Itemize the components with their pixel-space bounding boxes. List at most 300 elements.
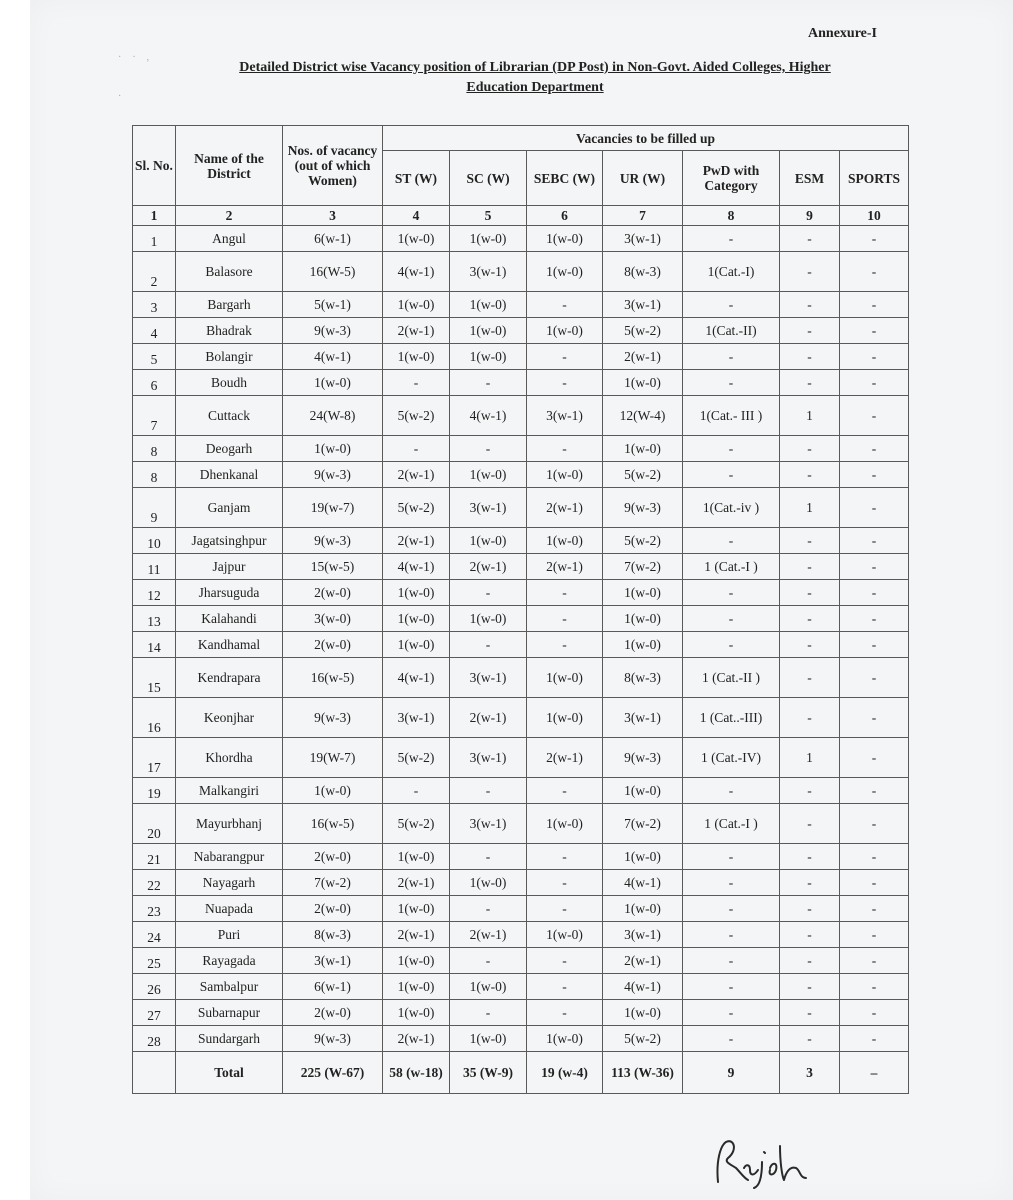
- cell-sl-no: 2: [133, 252, 176, 292]
- cell-ur: 1(w-0): [603, 1000, 683, 1026]
- cell-esm: -: [780, 698, 840, 738]
- cell-sc: 2(w-1): [450, 554, 527, 580]
- cell-pwd: 1 (Cat..-III): [683, 698, 780, 738]
- cell-vacancy: 24(W-8): [283, 396, 383, 436]
- cell-sebc: 3(w-1): [527, 396, 603, 436]
- cell-st: 2(w-1): [383, 528, 450, 554]
- cell-sc: 3(w-1): [450, 658, 527, 698]
- cell-vacancy: 9(w-3): [283, 698, 383, 738]
- cell-sebc: -: [527, 436, 603, 462]
- cell-sc: 2(w-1): [450, 922, 527, 948]
- cell-sl-no: 4: [133, 318, 176, 344]
- cell-district: Keonjhar: [176, 698, 283, 738]
- cell-ur: 1(w-0): [603, 370, 683, 396]
- table-row: [133, 632, 909, 658]
- cell-vacancy: 9(w-3): [283, 318, 383, 344]
- total-ur: 113 (W-36): [603, 1052, 683, 1094]
- cell-sebc: -: [527, 370, 603, 396]
- table-row: [133, 370, 909, 396]
- cell-district: Jagatsinghpur: [176, 528, 283, 554]
- cell-esm: -: [780, 370, 840, 396]
- cell-ur: 3(w-1): [603, 698, 683, 738]
- cell-sports: -: [840, 1000, 909, 1026]
- cell-sl-no: 1: [133, 226, 176, 252]
- cell-sc: -: [450, 580, 527, 606]
- cell-vacancy: 9(w-3): [283, 462, 383, 488]
- cell-pwd: -: [683, 870, 780, 896]
- table-row: [133, 922, 909, 948]
- cell-district: Malkangiri: [176, 778, 283, 804]
- cell-sports: -: [840, 528, 909, 554]
- table-row: [133, 528, 909, 554]
- column-number: 1: [133, 206, 176, 226]
- cell-sports: -: [840, 896, 909, 922]
- cell-sc: 1(w-0): [450, 974, 527, 1000]
- cell-pwd: 1 (Cat.-I ): [683, 554, 780, 580]
- cell-vacancy: 7(w-2): [283, 870, 383, 896]
- cell-st: 4(w-1): [383, 658, 450, 698]
- cell-sebc: -: [527, 948, 603, 974]
- table-row: [133, 606, 909, 632]
- title-line-2: Education Department: [466, 80, 604, 95]
- cell-st: 1(w-0): [383, 344, 450, 370]
- total-sebc: 19 (w-4): [527, 1052, 603, 1094]
- cell-vacancy: 5(w-1): [283, 292, 383, 318]
- cell-sports: -: [840, 844, 909, 870]
- total-sports: –: [840, 1052, 909, 1094]
- annexure-label: Annexure-I: [808, 26, 877, 41]
- cell-sports: -: [840, 554, 909, 580]
- cell-ur: 7(w-2): [603, 554, 683, 580]
- cell-pwd: -: [683, 948, 780, 974]
- cell-sc: 1(w-0): [450, 292, 527, 318]
- cell-vacancy: 2(w-0): [283, 1000, 383, 1026]
- cell-district: Angul: [176, 226, 283, 252]
- cell-sebc: 2(w-1): [527, 554, 603, 580]
- cell-district: Subarnapur: [176, 1000, 283, 1026]
- cell-st: 5(w-2): [383, 738, 450, 778]
- cell-sc: 1(w-0): [450, 462, 527, 488]
- cell-sebc: 1(w-0): [527, 252, 603, 292]
- cell-ur: 5(w-2): [603, 528, 683, 554]
- cell-ur: 2(w-1): [603, 344, 683, 370]
- cell-sports: -: [840, 698, 909, 738]
- cell-pwd: -: [683, 528, 780, 554]
- cell-ur: 9(w-3): [603, 488, 683, 528]
- cell-sports: -: [840, 738, 909, 778]
- cell-sc: -: [450, 436, 527, 462]
- cell-st: 5(w-2): [383, 488, 450, 528]
- column-number: 8: [683, 206, 780, 226]
- cell-ur: 1(w-0): [603, 580, 683, 606]
- cell-district: Nuapada: [176, 896, 283, 922]
- header-sc: SC (W): [450, 151, 527, 206]
- cell-ur: 1(w-0): [603, 844, 683, 870]
- table-row: [133, 738, 909, 778]
- cell-st: 1(w-0): [383, 580, 450, 606]
- cell-sc: 1(w-0): [450, 344, 527, 370]
- cell-esm: -: [780, 528, 840, 554]
- cell-pwd: -: [683, 226, 780, 252]
- cell-sc: 2(w-1): [450, 698, 527, 738]
- cell-sports: -: [840, 252, 909, 292]
- table-row: [133, 396, 909, 436]
- cell-sl-no: 7: [133, 396, 176, 436]
- cell-pwd: 1(Cat.- III ): [683, 396, 780, 436]
- cell-sports: -: [840, 436, 909, 462]
- cell-st: 2(w-1): [383, 922, 450, 948]
- cell-pwd: -: [683, 370, 780, 396]
- cell-esm: -: [780, 252, 840, 292]
- cell-sc: 3(w-1): [450, 252, 527, 292]
- cell-pwd: -: [683, 436, 780, 462]
- cell-pwd: -: [683, 778, 780, 804]
- cell-vacancy: 1(w-0): [283, 778, 383, 804]
- cell-vacancy: 1(w-0): [283, 436, 383, 462]
- header-vacancies-group: Vacancies to be filled up: [383, 126, 909, 151]
- cell-sl-no: 25: [133, 948, 176, 974]
- cell-pwd: -: [683, 922, 780, 948]
- table-row: [133, 252, 909, 292]
- cell-esm: -: [780, 580, 840, 606]
- cell-sebc: -: [527, 974, 603, 1000]
- cell-vacancy: 9(w-3): [283, 528, 383, 554]
- cell-sports: -: [840, 580, 909, 606]
- cell-sc: 1(w-0): [450, 318, 527, 344]
- cell-sl-no: 16: [133, 698, 176, 738]
- cell-ur: 1(w-0): [603, 896, 683, 922]
- cell-st: 1(w-0): [383, 844, 450, 870]
- header-sports: SPORTS: [840, 151, 909, 206]
- total-sc: 35 (W-9): [450, 1052, 527, 1094]
- table-row: [133, 436, 909, 462]
- cell-sebc: -: [527, 292, 603, 318]
- cell-sl-no: 28: [133, 1026, 176, 1052]
- cell-district: Bhadrak: [176, 318, 283, 344]
- cell-ur: 9(w-3): [603, 738, 683, 778]
- cell-ur: 7(w-2): [603, 804, 683, 844]
- table-row: [133, 318, 909, 344]
- cell-pwd: 1 (Cat.-II ): [683, 658, 780, 698]
- cell-sports: -: [840, 632, 909, 658]
- header-pwd: PwD with Category: [683, 151, 780, 206]
- cell-pwd: 1(Cat.-II): [683, 318, 780, 344]
- cell-sebc: 2(w-1): [527, 488, 603, 528]
- column-number: 5: [450, 206, 527, 226]
- cell-vacancy: 16(w-5): [283, 658, 383, 698]
- cell-sc: 1(w-0): [450, 1026, 527, 1052]
- cell-sebc: -: [527, 580, 603, 606]
- cell-pwd: -: [683, 292, 780, 318]
- cell-st: 3(w-1): [383, 698, 450, 738]
- total-esm: 3: [780, 1052, 840, 1094]
- cell-st: 5(w-2): [383, 804, 450, 844]
- cell-esm: -: [780, 974, 840, 1000]
- cell-sl-no: 20: [133, 804, 176, 844]
- cell-pwd: 1 (Cat.-I ): [683, 804, 780, 844]
- cell-ur: 4(w-1): [603, 974, 683, 1000]
- cell-esm: -: [780, 804, 840, 844]
- cell-ur: 5(w-2): [603, 318, 683, 344]
- cell-esm: -: [780, 554, 840, 580]
- cell-sports: -: [840, 462, 909, 488]
- cell-district: Ganjam: [176, 488, 283, 528]
- cell-sl-no: 6: [133, 370, 176, 396]
- cell-esm: -: [780, 896, 840, 922]
- cell-ur: 2(w-1): [603, 948, 683, 974]
- cell-pwd: -: [683, 580, 780, 606]
- cell-district: Rayagada: [176, 948, 283, 974]
- cell-vacancy: 6(w-1): [283, 226, 383, 252]
- cell-sebc: -: [527, 870, 603, 896]
- cell-district: Nayagarh: [176, 870, 283, 896]
- cell-sc: 1(w-0): [450, 528, 527, 554]
- cell-district: Sambalpur: [176, 974, 283, 1000]
- cell-sebc: 2(w-1): [527, 738, 603, 778]
- cell-vacancy: 8(w-3): [283, 922, 383, 948]
- cell-st: 1(w-0): [383, 292, 450, 318]
- total-row: [133, 1052, 909, 1094]
- cell-st: 2(w-1): [383, 318, 450, 344]
- cell-esm: -: [780, 922, 840, 948]
- cell-sports: -: [840, 226, 909, 252]
- cell-pwd: -: [683, 1000, 780, 1026]
- column-number: 9: [780, 206, 840, 226]
- total-sl-no: [133, 1052, 176, 1094]
- cell-esm: -: [780, 1000, 840, 1026]
- cell-esm: 1: [780, 488, 840, 528]
- cell-vacancy: 2(w-0): [283, 896, 383, 922]
- cell-ur: 5(w-2): [603, 462, 683, 488]
- cell-esm: -: [780, 778, 840, 804]
- cell-ur: 3(w-1): [603, 922, 683, 948]
- cell-st: 1(w-0): [383, 896, 450, 922]
- cell-pwd: -: [683, 844, 780, 870]
- cell-district: Nabarangpur: [176, 844, 283, 870]
- cell-st: 5(w-2): [383, 396, 450, 436]
- cell-sports: -: [840, 396, 909, 436]
- cell-esm: -: [780, 344, 840, 370]
- cell-district: Bargarh: [176, 292, 283, 318]
- column-number-row: [133, 206, 909, 226]
- cell-sl-no: 9: [133, 488, 176, 528]
- cell-esm: -: [780, 292, 840, 318]
- cell-ur: 3(w-1): [603, 226, 683, 252]
- header-district: Name of the District: [176, 126, 283, 206]
- cell-sebc: -: [527, 896, 603, 922]
- vacancy-table: [132, 125, 909, 1094]
- cell-st: -: [383, 436, 450, 462]
- table-row: [133, 658, 909, 698]
- cell-st: -: [383, 778, 450, 804]
- cell-vacancy: 9(w-3): [283, 1026, 383, 1052]
- cell-sc: 1(w-0): [450, 606, 527, 632]
- cell-sports: -: [840, 606, 909, 632]
- column-number: 7: [603, 206, 683, 226]
- cell-pwd: -: [683, 896, 780, 922]
- cell-district: Sundargarh: [176, 1026, 283, 1052]
- cell-sports: -: [840, 948, 909, 974]
- cell-ur: 1(w-0): [603, 632, 683, 658]
- cell-district: Kalahandi: [176, 606, 283, 632]
- column-number: 3: [283, 206, 383, 226]
- cell-district: Dhenkanal: [176, 462, 283, 488]
- cell-vacancy: 4(w-1): [283, 344, 383, 370]
- cell-esm: 1: [780, 396, 840, 436]
- cell-ur: 5(w-2): [603, 1026, 683, 1052]
- cell-sebc: -: [527, 844, 603, 870]
- table-body: [133, 206, 909, 1094]
- table-row: [133, 1000, 909, 1026]
- cell-district: Boudh: [176, 370, 283, 396]
- column-number: 4: [383, 206, 450, 226]
- cell-sebc: 1(w-0): [527, 462, 603, 488]
- cell-pwd: -: [683, 462, 780, 488]
- cell-sebc: -: [527, 606, 603, 632]
- total-vacancy: 225 (W-67): [283, 1052, 383, 1094]
- cell-vacancy: 15(w-5): [283, 554, 383, 580]
- cell-st: 1(w-0): [383, 226, 450, 252]
- cell-st: 2(w-1): [383, 870, 450, 896]
- cell-district: Kendrapara: [176, 658, 283, 698]
- cell-sports: -: [840, 922, 909, 948]
- cell-sc: -: [450, 632, 527, 658]
- document-title: [160, 58, 910, 98]
- table-row: [133, 488, 909, 528]
- cell-district: Puri: [176, 922, 283, 948]
- cell-esm: -: [780, 870, 840, 896]
- scan-specks: · · , ·: [118, 52, 152, 102]
- cell-district: Jharsuguda: [176, 580, 283, 606]
- cell-sl-no: 23: [133, 896, 176, 922]
- cell-sc: 3(w-1): [450, 804, 527, 844]
- table-row: [133, 1026, 909, 1052]
- header-vacancy: Nos. of vacancy (out of which Women): [283, 126, 383, 206]
- cell-sc: 4(w-1): [450, 396, 527, 436]
- cell-sc: -: [450, 844, 527, 870]
- cell-sports: -: [840, 870, 909, 896]
- table-row: [133, 292, 909, 318]
- table-row: [133, 948, 909, 974]
- cell-sl-no: 14: [133, 632, 176, 658]
- cell-st: 1(w-0): [383, 948, 450, 974]
- cell-sebc: 1(w-0): [527, 804, 603, 844]
- cell-st: 1(w-0): [383, 974, 450, 1000]
- cell-st: 1(w-0): [383, 606, 450, 632]
- cell-esm: -: [780, 606, 840, 632]
- cell-esm: -: [780, 462, 840, 488]
- cell-district: Deogarh: [176, 436, 283, 462]
- cell-sebc: 1(w-0): [527, 1026, 603, 1052]
- cell-vacancy: 19(W-7): [283, 738, 383, 778]
- cell-sl-no: 12: [133, 580, 176, 606]
- table-row: [133, 804, 909, 844]
- cell-ur: 4(w-1): [603, 870, 683, 896]
- cell-sc: 1(w-0): [450, 226, 527, 252]
- cell-sports: -: [840, 370, 909, 396]
- cell-ur: 8(w-3): [603, 252, 683, 292]
- cell-pwd: -: [683, 606, 780, 632]
- cell-esm: -: [780, 226, 840, 252]
- header-sl-no: Sl. No.: [133, 126, 176, 206]
- cell-sebc: -: [527, 778, 603, 804]
- cell-sebc: -: [527, 632, 603, 658]
- total-st: 58 (w-18): [383, 1052, 450, 1094]
- cell-st: 4(w-1): [383, 252, 450, 292]
- cell-district: Balasore: [176, 252, 283, 292]
- cell-sc: -: [450, 1000, 527, 1026]
- cell-st: -: [383, 370, 450, 396]
- cell-sl-no: 17: [133, 738, 176, 778]
- column-number: 2: [176, 206, 283, 226]
- cell-esm: -: [780, 948, 840, 974]
- cell-vacancy: 16(w-5): [283, 804, 383, 844]
- cell-vacancy: 3(w-1): [283, 948, 383, 974]
- cell-sl-no: 19: [133, 778, 176, 804]
- cell-sebc: 1(w-0): [527, 318, 603, 344]
- cell-sebc: 1(w-0): [527, 922, 603, 948]
- header-ur: UR (W): [603, 151, 683, 206]
- table-row: [133, 462, 909, 488]
- table-row: [133, 844, 909, 870]
- cell-district: Khordha: [176, 738, 283, 778]
- total-district: Total: [176, 1052, 283, 1094]
- cell-sebc: 1(w-0): [527, 698, 603, 738]
- cell-vacancy: 2(w-0): [283, 580, 383, 606]
- cell-sc: -: [450, 370, 527, 396]
- cell-sports: -: [840, 1026, 909, 1052]
- cell-sc: 3(w-1): [450, 738, 527, 778]
- cell-sebc: -: [527, 1000, 603, 1026]
- cell-sebc: -: [527, 344, 603, 370]
- cell-esm: -: [780, 436, 840, 462]
- cell-sebc: 1(w-0): [527, 528, 603, 554]
- cell-sl-no: 8: [133, 462, 176, 488]
- cell-ur: 3(w-1): [603, 292, 683, 318]
- table-row: [133, 974, 909, 1000]
- cell-sports: -: [840, 804, 909, 844]
- table-row: [133, 580, 909, 606]
- cell-sc: -: [450, 948, 527, 974]
- cell-sports: -: [840, 658, 909, 698]
- cell-sc: 3(w-1): [450, 488, 527, 528]
- cell-vacancy: 2(w-0): [283, 844, 383, 870]
- cell-vacancy: 2(w-0): [283, 632, 383, 658]
- cell-sl-no: 3: [133, 292, 176, 318]
- header-esm: ESM: [780, 151, 840, 206]
- cell-pwd: -: [683, 632, 780, 658]
- cell-sl-no: 13: [133, 606, 176, 632]
- cell-sebc: 1(w-0): [527, 226, 603, 252]
- cell-sl-no: 24: [133, 922, 176, 948]
- cell-vacancy: 16(W-5): [283, 252, 383, 292]
- cell-district: Kandhamal: [176, 632, 283, 658]
- total-pwd: 9: [683, 1052, 780, 1094]
- cell-sl-no: 5: [133, 344, 176, 370]
- cell-sl-no: 15: [133, 658, 176, 698]
- table-row: [133, 554, 909, 580]
- cell-district: Cuttack: [176, 396, 283, 436]
- cell-pwd: -: [683, 974, 780, 1000]
- table-row: [133, 344, 909, 370]
- cell-sebc: 1(w-0): [527, 658, 603, 698]
- cell-pwd: 1(Cat.-iv ): [683, 488, 780, 528]
- cell-ur: 1(w-0): [603, 436, 683, 462]
- cell-sports: -: [840, 318, 909, 344]
- cell-pwd: -: [683, 344, 780, 370]
- cell-pwd: 1 (Cat.-IV): [683, 738, 780, 778]
- cell-sl-no: 10: [133, 528, 176, 554]
